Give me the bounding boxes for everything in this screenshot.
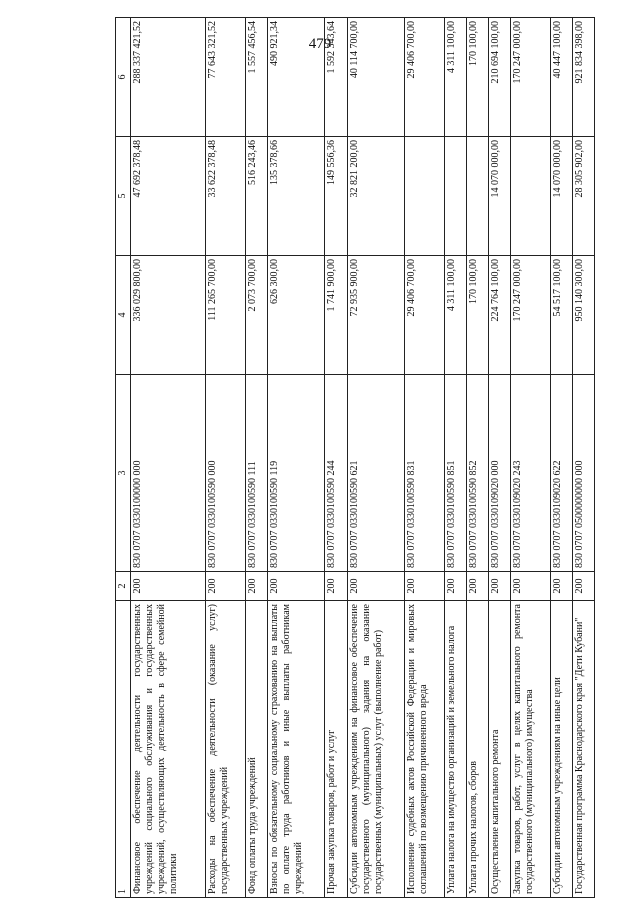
row-amount-remaining: 40 114 700,00	[347, 18, 404, 137]
row-code: 200	[267, 572, 324, 601]
row-amount-executed	[510, 137, 550, 256]
row-amount-executed: 516 243,46	[245, 137, 267, 256]
table-row	[325, 18, 347, 898]
row-kbk: 830 0707 0330109020 243	[510, 375, 550, 572]
page-number: 479	[308, 36, 332, 52]
table-row	[572, 18, 594, 898]
row-amount-approved: 54 517 100,00	[550, 256, 572, 375]
row-amount-executed	[444, 137, 466, 256]
row-code: 200	[572, 572, 594, 601]
row-name: Субсидии автономным учреждениям на иные цели	[550, 601, 572, 898]
budget-table	[115, 17, 595, 898]
row-amount-approved: 72 935 900,00	[347, 256, 404, 375]
column-header: 5	[116, 137, 131, 256]
row-name: Осуществление капитального ремонта	[488, 601, 510, 898]
row-code: 200	[245, 572, 267, 601]
row-amount-executed: 32 821 200,00	[347, 137, 404, 256]
row-amount-approved: 4 311 100,00	[444, 256, 466, 375]
row-amount-executed: 135 378,66	[267, 137, 324, 256]
row-name: Уплата прочих налогов, сборов	[466, 601, 488, 898]
row-amount-remaining: 1 557 456,54	[245, 18, 267, 137]
row-code: 200	[131, 572, 206, 601]
row-kbk: 830 0707 0330109020 622	[550, 375, 572, 572]
table-row	[131, 18, 206, 898]
row-name: Прочая закупка товаров, работ и услуг	[325, 601, 347, 898]
row-name: Субсидии автономным учреждениям на финансовое обеспечение государственного (муниципального) задания на оказание государственных (муниципальных) услуг (выполнение работ)	[347, 601, 404, 898]
row-kbk: 830 0707 0330100590 119	[267, 375, 324, 572]
row-amount-remaining: 40 447 100,00	[550, 18, 572, 137]
row-code: 200	[550, 572, 572, 601]
row-amount-remaining: 170 100,00	[466, 18, 488, 137]
row-amount-approved: 170 100,00	[466, 256, 488, 375]
table-row	[347, 18, 404, 898]
table-row	[206, 18, 246, 898]
row-amount-approved: 111 265 700,00	[206, 256, 246, 375]
column-header: 3	[116, 375, 131, 572]
row-amount-executed: 149 556,36	[325, 137, 347, 256]
row-kbk: 830 0707 0330100590 621	[347, 375, 404, 572]
row-kbk: 830 0707 0330100590 852	[466, 375, 488, 572]
table-row	[267, 18, 324, 898]
row-amount-executed: 47 692 378,48	[131, 137, 206, 256]
row-kbk: 830 0707 0330100590 000	[206, 375, 246, 572]
row-kbk: 830 0707 0330109020 000	[488, 375, 510, 572]
row-code: 200	[488, 572, 510, 601]
row-name: Государственная программа Краснодарского края "Дети Кубани"	[572, 601, 594, 898]
table-row	[404, 18, 444, 898]
column-header: 1	[116, 601, 131, 898]
row-name: Финансовое обеспечение деятельности государственных учреждений социального обслуживания и государственных учреждений, осуществляющих деятельность в сфере семейной политики	[131, 601, 206, 898]
row-amount-remaining: 210 694 100,00	[488, 18, 510, 137]
row-amount-executed: 14 070 000,00	[550, 137, 572, 256]
row-name: Закупка товаров, работ, услуг в целях капитального ремонта государственного (муниципального) имущества	[510, 601, 550, 898]
row-kbk: 830 0707 0330100590 831	[404, 375, 444, 572]
row-code: 200	[325, 572, 347, 601]
column-header: 2	[116, 572, 131, 601]
row-code: 200	[404, 572, 444, 601]
row-name: Уплата налога на имущество организаций и земельного налога	[444, 601, 466, 898]
row-amount-approved: 224 764 100,00	[488, 256, 510, 375]
row-amount-remaining: 490 921,34	[267, 18, 324, 137]
row-code: 200	[206, 572, 246, 601]
row-kbk: 830 0707 0330100590 244	[325, 375, 347, 572]
row-amount-executed: 28 305 902,00	[572, 137, 594, 256]
row-kbk: 830 0707 0500000000 000	[572, 375, 594, 572]
row-amount-executed: 14 070 000,00	[488, 137, 510, 256]
row-amount-approved: 950 140 300,00	[572, 256, 594, 375]
table-row	[488, 18, 510, 898]
row-name: Взносы по обязательному социальному страхованию на выплаты по оплате труда работников и иные выплаты работникам учреждений	[267, 601, 324, 898]
row-amount-approved: 1 741 900,00	[325, 256, 347, 375]
row-amount-approved: 29 406 700,00	[404, 256, 444, 375]
row-amount-approved: 336 029 800,00	[131, 256, 206, 375]
row-amount-executed	[404, 137, 444, 256]
header-row	[116, 18, 131, 898]
table-row	[550, 18, 572, 898]
row-amount-approved: 626 300,00	[267, 256, 324, 375]
column-header: 6	[116, 18, 131, 137]
row-name: Фонд оплаты труда учреждений	[245, 601, 267, 898]
row-amount-remaining: 170 247 000,00	[510, 18, 550, 137]
row-kbk: 830 0707 0330100000 000	[131, 375, 206, 572]
table-row	[444, 18, 466, 898]
row-amount-approved: 170 247 000,00	[510, 256, 550, 375]
row-kbk: 830 0707 0330100590 851	[444, 375, 466, 572]
column-header: 4	[116, 256, 131, 375]
row-code: 200	[510, 572, 550, 601]
row-amount-remaining: 4 311 100,00	[444, 18, 466, 137]
table-row	[245, 18, 267, 898]
row-amount-remaining: 29 406 700,00	[404, 18, 444, 137]
row-amount-executed: 33 622 378,48	[206, 137, 246, 256]
table-row	[466, 18, 488, 898]
row-code: 200	[347, 572, 404, 601]
row-amount-remaining: 77 643 321,52	[206, 18, 246, 137]
table-row	[510, 18, 550, 898]
row-name: Исполнение судебных актов Российской Федерации и мировых соглашений по возмещению причиненного вреда	[404, 601, 444, 898]
row-amount-remaining: 1 592 343,64	[325, 18, 347, 137]
row-amount-executed	[466, 137, 488, 256]
row-kbk: 830 0707 0330100590 111	[245, 375, 267, 572]
row-amount-remaining: 921 834 398,00	[572, 18, 594, 137]
row-amount-approved: 2 073 700,00	[245, 256, 267, 375]
row-code: 200	[444, 572, 466, 601]
row-name: Расходы на обеспечение деятельности (оказание услуг) государственных учреждений	[206, 601, 246, 898]
row-amount-remaining: 288 337 421,52	[131, 18, 206, 137]
row-code: 200	[466, 572, 488, 601]
